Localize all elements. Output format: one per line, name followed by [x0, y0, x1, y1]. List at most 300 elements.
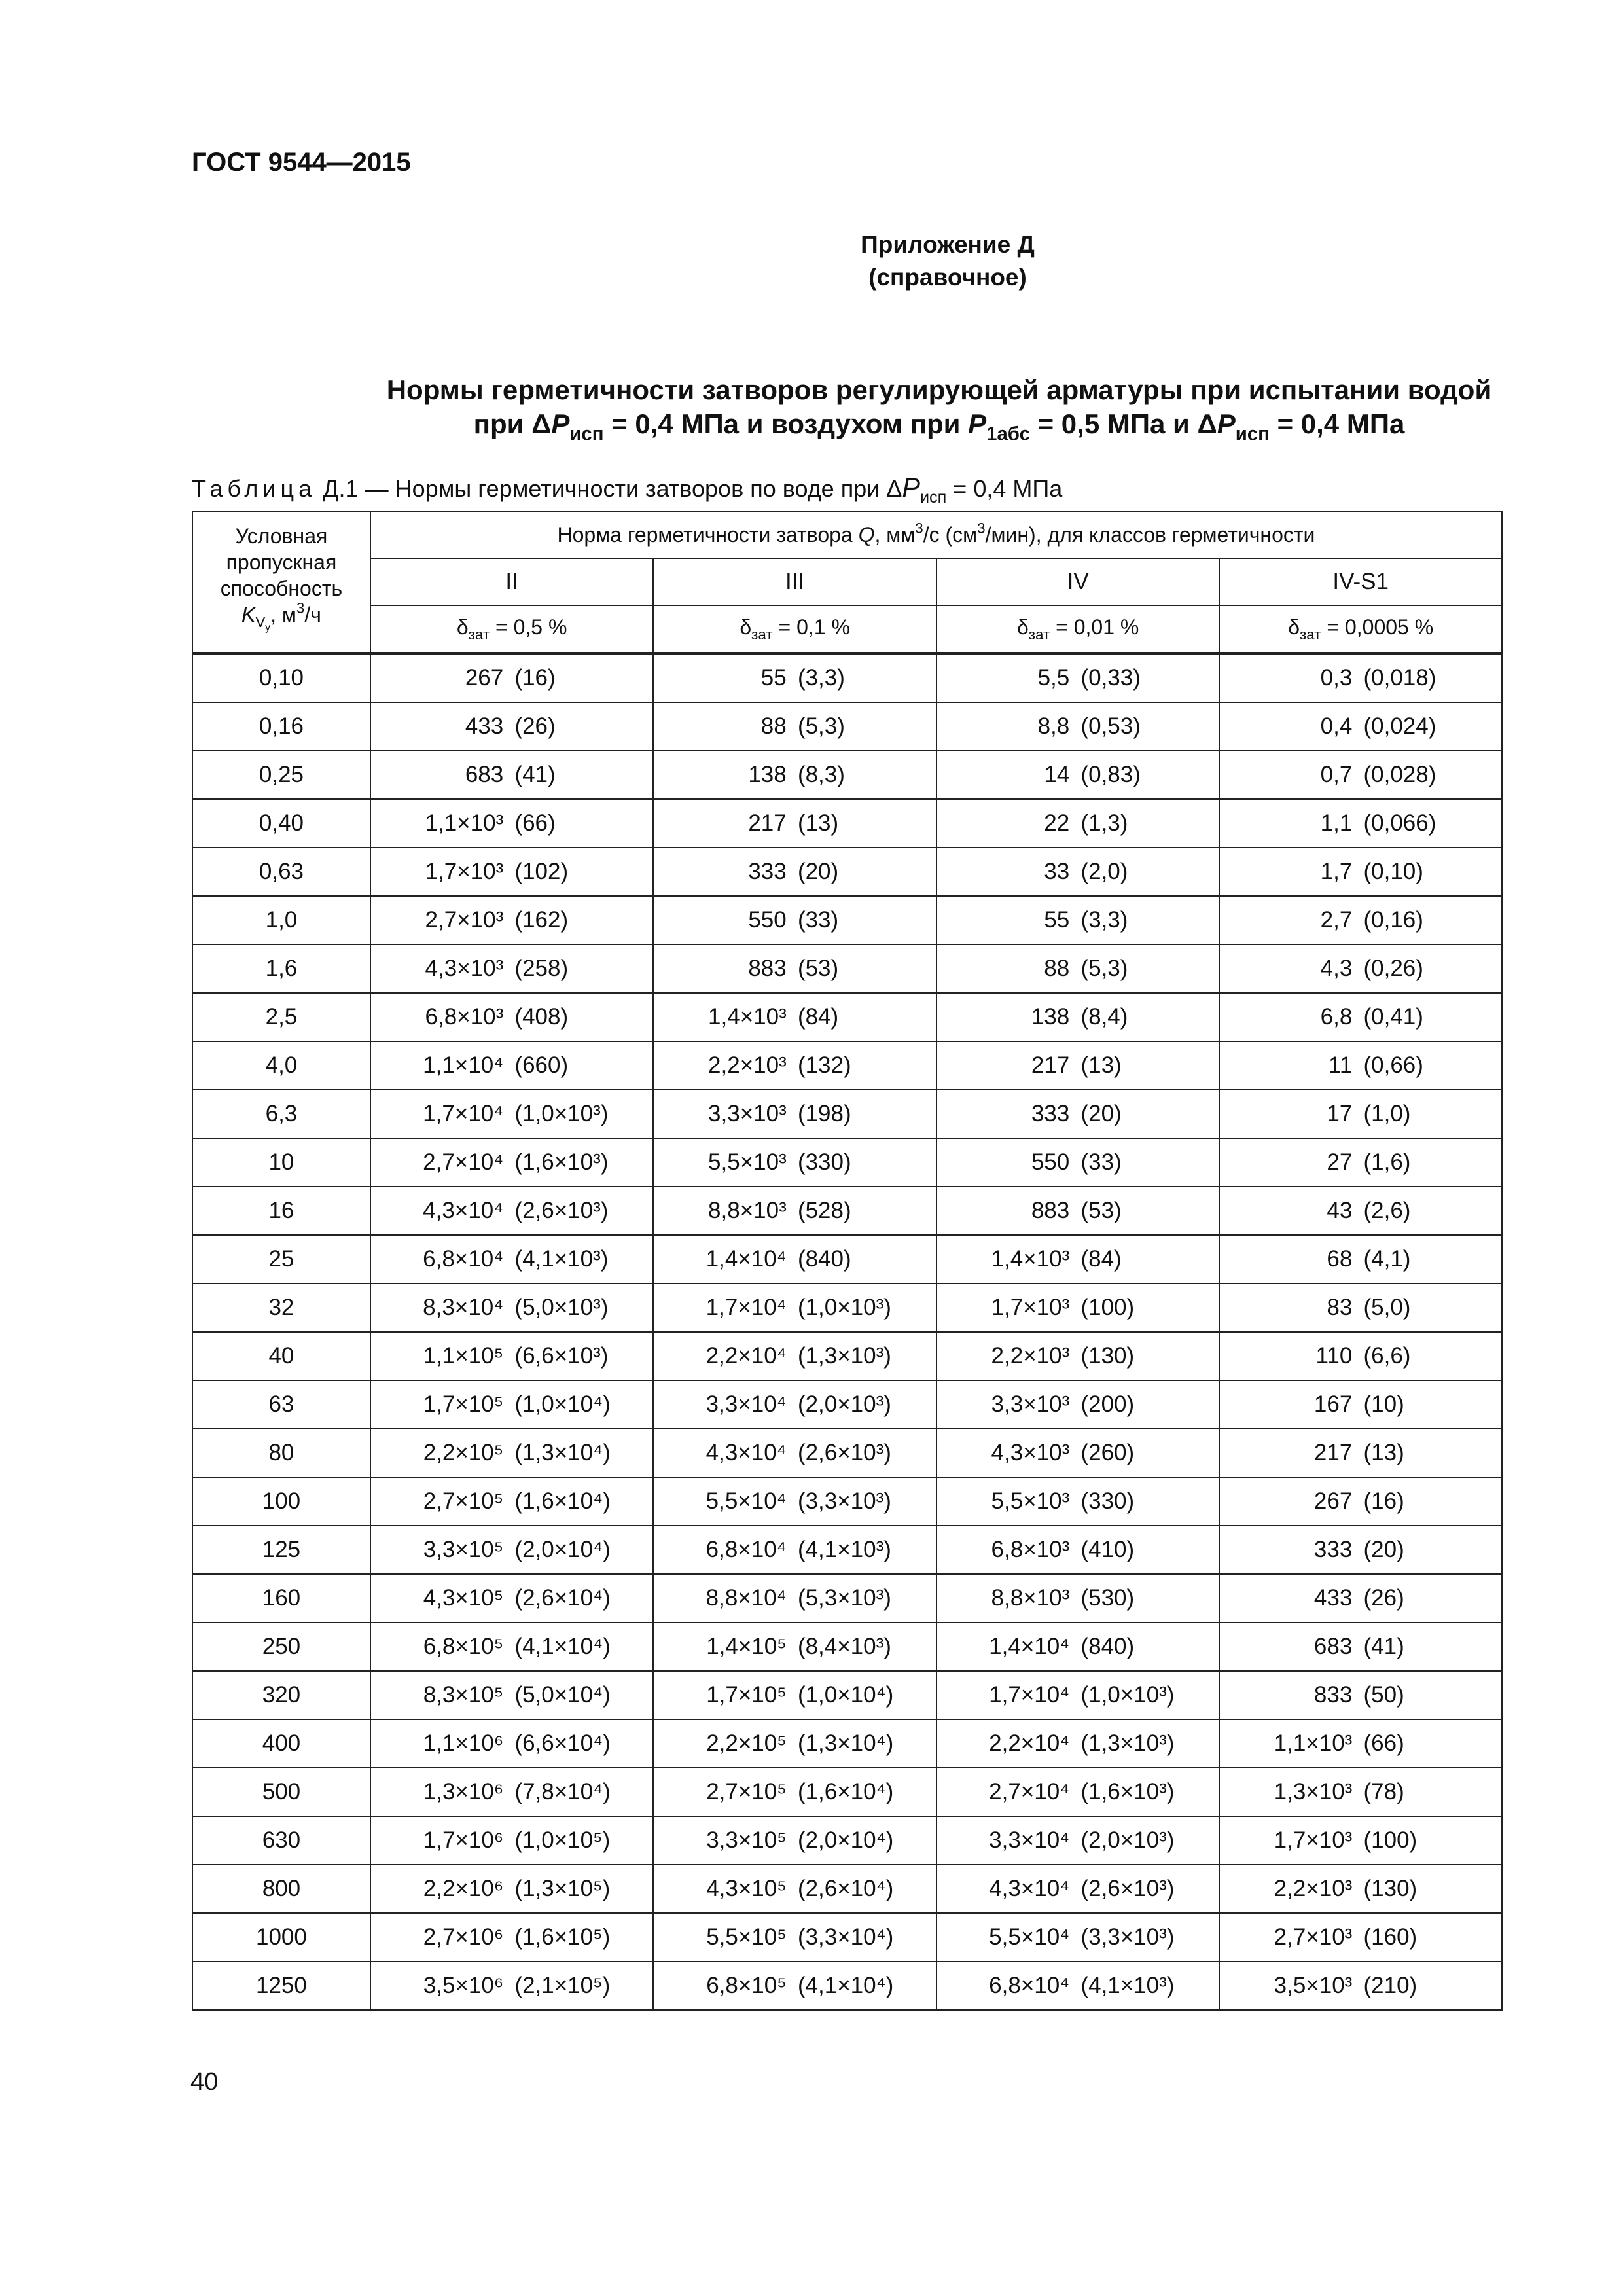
flow-cm3-per-min: (6,6)	[1363, 1343, 1411, 1369]
flow-cm3-per-min: (2,6×10³)	[1080, 1876, 1175, 1901]
flow-mm3-per-s: 1,3×10³	[1274, 1779, 1353, 1804]
table-row	[192, 993, 1502, 1041]
value-cell	[653, 1187, 936, 1235]
flow-cm3-per-min: (4,1×10⁴)	[514, 1634, 611, 1659]
table-caption-prefix: Таблица	[192, 475, 317, 502]
flow-mm3-per-s: 55	[1044, 907, 1070, 933]
table-row	[192, 799, 1502, 848]
flow-mm3-per-s: 4,3	[1320, 956, 1353, 981]
flow-mm3-per-s: 1,1×10⁵	[423, 1343, 504, 1369]
table-row	[192, 1187, 1502, 1235]
flow-cm3-per-min: (1,0×10⁴)	[797, 1682, 894, 1708]
flow-mm3-per-s: 4,3×10⁴	[423, 1198, 504, 1223]
flow-cm3-per-min: (8,3)	[797, 762, 845, 787]
flow-mm3-per-s: 2,7	[1320, 907, 1353, 933]
flow-cm3-per-min: (330)	[797, 1149, 851, 1175]
flow-mm3-per-s: 833	[1313, 1682, 1353, 1708]
value-cell	[653, 1090, 936, 1138]
flow-mm3-per-s: 333	[748, 859, 787, 884]
value-cell	[370, 1477, 654, 1526]
flow-cm3-per-min: (160)	[1363, 1924, 1418, 1950]
value-cell	[370, 1719, 654, 1768]
flow-mm3-per-s: 267	[1313, 1488, 1353, 1514]
flow-cm3-per-min: (5,3)	[1080, 956, 1128, 981]
flow-cm3-per-min: (0,83)	[1080, 762, 1141, 787]
flow-cm3-per-min: (4,1)	[1363, 1246, 1411, 1272]
flow-cm3-per-min: (41)	[514, 762, 556, 787]
flow-mm3-per-s: 6,8×10³	[991, 1537, 1070, 1562]
flow-cm3-per-min: (13)	[1080, 1052, 1122, 1078]
kv-cell: 1,6	[192, 944, 370, 993]
table-row	[192, 1041, 1502, 1090]
document-code: ГОСТ 9544—2015	[192, 148, 411, 177]
table-row	[192, 1235, 1502, 1283]
value-cell	[1219, 653, 1502, 702]
value-cell	[936, 1283, 1220, 1332]
kv-cell: 320	[192, 1671, 370, 1719]
flow-cm3-per-min: (8,4×10³)	[797, 1634, 891, 1659]
flow-cm3-per-min: (33)	[797, 907, 839, 933]
value-cell	[653, 1671, 936, 1719]
value-cell	[653, 1865, 936, 1913]
value-cell	[370, 751, 654, 799]
value-cell	[936, 1865, 1220, 1913]
table-row	[192, 653, 1502, 702]
value-cell	[1219, 1623, 1502, 1671]
delta-header: $\delta_{зат} = 0,1$ %	[653, 605, 936, 653]
tightness-table	[192, 511, 1503, 2011]
flow-mm3-per-s: 333	[1031, 1101, 1070, 1126]
flow-mm3-per-s: 68	[1327, 1246, 1353, 1272]
flow-cm3-per-min: (0,028)	[1363, 762, 1436, 787]
flow-mm3-per-s: 3,5×10³	[1274, 1973, 1353, 1998]
value-cell	[936, 1719, 1220, 1768]
value-cell	[370, 1090, 654, 1138]
flow-mm3-per-s: 88	[1044, 956, 1070, 981]
value-cell	[1219, 702, 1502, 751]
flow-cm3-per-min: (3,3)	[797, 665, 845, 691]
kv-cell: 1250	[192, 1962, 370, 2010]
flow-mm3-per-s: 6,8×10⁵	[423, 1634, 504, 1659]
flow-cm3-per-min: (1,0×10³)	[1080, 1682, 1175, 1708]
flow-cm3-per-min: (84)	[1080, 1246, 1122, 1272]
flow-cm3-per-min: (16)	[514, 665, 556, 691]
flow-mm3-per-s: 8,3×10⁴	[423, 1295, 504, 1320]
kv-cell: 0,25	[192, 751, 370, 799]
delta-header: $\delta_{зат} = 0,01$ %	[936, 605, 1220, 653]
value-cell	[1219, 1719, 1502, 1768]
value-cell	[936, 993, 1220, 1041]
flow-mm3-per-s: 3,3×10⁴	[705, 1391, 787, 1417]
flow-mm3-per-s: 1,1×10⁶	[423, 1731, 504, 1756]
kv-cell: 0,63	[192, 848, 370, 896]
table-row	[192, 1380, 1502, 1429]
value-cell	[370, 1574, 654, 1623]
kv-cell: 630	[192, 1816, 370, 1865]
value-cell	[936, 702, 1220, 751]
value-cell	[370, 1526, 654, 1574]
value-cell	[370, 1913, 654, 1962]
kv-cell: 80	[192, 1429, 370, 1477]
flow-cm3-per-min: (66)	[1363, 1731, 1404, 1756]
flow-cm3-per-min: (5,0×10⁴)	[514, 1682, 611, 1708]
value-cell	[1219, 1962, 1502, 2010]
flow-mm3-per-s: 883	[1031, 1198, 1070, 1223]
flow-cm3-per-min: (840)	[797, 1246, 851, 1272]
value-cell	[653, 1768, 936, 1816]
value-cell	[1219, 1041, 1502, 1090]
flow-mm3-per-s: 1,4×10³	[708, 1004, 787, 1030]
value-cell	[370, 1671, 654, 1719]
table-row	[192, 1768, 1502, 1816]
flow-cm3-per-min: (50)	[1363, 1682, 1404, 1708]
flow-cm3-per-min: (4,1×10³)	[1080, 1973, 1175, 1998]
value-cell	[653, 1380, 936, 1429]
value-cell	[653, 653, 936, 702]
flow-mm3-per-s: 217	[1313, 1440, 1353, 1465]
flow-cm3-per-min: (408)	[514, 1004, 569, 1030]
flow-mm3-per-s: 2,2×10³	[708, 1052, 787, 1078]
kv-cell: 10	[192, 1138, 370, 1187]
flow-cm3-per-min: (53)	[797, 956, 839, 981]
flow-cm3-per-min: (198)	[797, 1101, 851, 1126]
flow-cm3-per-min: (130)	[1363, 1876, 1418, 1901]
kv-cell: 32	[192, 1283, 370, 1332]
flow-cm3-per-min: (3,3)	[1080, 907, 1128, 933]
flow-mm3-per-s: 550	[748, 907, 787, 933]
flow-cm3-per-min: (33)	[1080, 1149, 1122, 1175]
flow-mm3-per-s: 3,3×10⁵	[706, 1827, 787, 1853]
value-cell	[1219, 848, 1502, 896]
delta-value: = 0,01 %	[1056, 615, 1139, 639]
value-cell	[1219, 1574, 1502, 1623]
table-row	[192, 896, 1502, 944]
value-cell	[653, 1235, 936, 1283]
value-cell	[936, 896, 1220, 944]
flow-cm3-per-min: (2,1×10⁵)	[514, 1973, 611, 1998]
kv-cell: 1,0	[192, 896, 370, 944]
flow-cm3-per-min: (2,6×10³)	[797, 1440, 891, 1465]
value-cell	[1219, 896, 1502, 944]
value-cell	[370, 1380, 654, 1429]
flow-cm3-per-min: (84)	[797, 1004, 839, 1030]
value-cell	[936, 1623, 1220, 1671]
flow-mm3-per-s: 1,7×10⁴	[705, 1295, 787, 1320]
flow-cm3-per-min: (258)	[514, 956, 569, 981]
flow-cm3-per-min: (2,6)	[1363, 1198, 1411, 1223]
flow-mm3-per-s: 1,1×10³	[425, 810, 504, 836]
value-cell	[653, 1429, 936, 1477]
class-header: III	[653, 558, 936, 605]
flow-cm3-per-min: (4,1×10³)	[514, 1246, 609, 1272]
table-row	[192, 848, 1502, 896]
flow-mm3-per-s: 6,8×10⁵	[706, 1973, 787, 1998]
table-caption-text: Д.1 — Нормы герметичности затворов по воде при $\Delta P_{исп} = 0,4$ МПа	[323, 473, 1063, 507]
flow-mm3-per-s: 1,7×10⁶	[423, 1827, 504, 1853]
flow-cm3-per-min: (6,6×10⁴)	[514, 1731, 611, 1756]
value-cell	[370, 1962, 654, 2010]
flow-mm3-per-s: 3,3×10⁴	[989, 1827, 1070, 1853]
kv-cell: 0,10	[192, 653, 370, 702]
value-cell	[1219, 1865, 1502, 1913]
table-row	[192, 1913, 1502, 1962]
table-row	[192, 1671, 1502, 1719]
value-cell	[936, 1526, 1220, 1574]
flow-cm3-per-min: (10)	[1363, 1391, 1404, 1417]
flow-mm3-per-s: 5,5×10⁵	[706, 1924, 787, 1950]
flow-mm3-per-s: 2,7×10³	[1274, 1924, 1353, 1950]
value-cell	[370, 1865, 654, 1913]
stub-header	[192, 511, 370, 653]
value-cell	[936, 1041, 1220, 1090]
delta-value: = 0,1 %	[778, 615, 850, 639]
class-header: IV-S1	[1219, 558, 1502, 605]
value-cell	[936, 1187, 1220, 1235]
flow-cm3-per-min: (1,0×10⁴)	[514, 1391, 611, 1417]
value-cell	[653, 848, 936, 896]
kv-cell: 4,0	[192, 1041, 370, 1090]
flow-cm3-per-min: (1,3×10³)	[1080, 1731, 1175, 1756]
value-cell	[370, 1235, 654, 1283]
flow-mm3-per-s: 217	[1031, 1052, 1070, 1078]
flow-cm3-per-min: (0,66)	[1363, 1052, 1423, 1078]
value-cell	[370, 896, 654, 944]
flow-cm3-per-min: (78)	[1363, 1779, 1404, 1804]
delta-value: = 0,5 %	[495, 615, 567, 639]
flow-mm3-per-s: 0,7	[1320, 762, 1353, 787]
flow-mm3-per-s: 1,3×10⁶	[423, 1779, 504, 1804]
flow-cm3-per-min: (41)	[1363, 1634, 1404, 1659]
flow-mm3-per-s: 138	[1031, 1004, 1070, 1030]
value-cell	[653, 896, 936, 944]
table-row	[192, 1477, 1502, 1526]
value-cell	[370, 1623, 654, 1671]
flow-mm3-per-s: 433	[1313, 1585, 1353, 1611]
value-cell	[653, 702, 936, 751]
table-caption	[192, 473, 1062, 507]
flow-cm3-per-min: (66)	[514, 810, 556, 836]
flow-mm3-per-s: 5,5	[1037, 665, 1070, 691]
flow-cm3-per-min: (1,0)	[1363, 1101, 1411, 1126]
value-cell	[936, 1138, 1220, 1187]
flow-cm3-per-min: (16)	[1363, 1488, 1404, 1514]
value-cell	[370, 1816, 654, 1865]
kv-cell: 63	[192, 1380, 370, 1429]
table-row	[192, 1526, 1502, 1574]
flow-cm3-per-min: (1,3×10⁴)	[797, 1731, 894, 1756]
flow-cm3-per-min: (1,0×10³)	[797, 1295, 891, 1320]
flow-cm3-per-min: (1,0×10³)	[514, 1101, 609, 1126]
flow-cm3-per-min: (1,0×10⁵)	[514, 1827, 611, 1853]
value-cell	[653, 1574, 936, 1623]
value-cell	[1219, 1380, 1502, 1429]
value-cell	[1219, 1332, 1502, 1380]
value-cell	[370, 1138, 654, 1187]
class-header: II	[370, 558, 654, 605]
value-cell	[653, 993, 936, 1041]
flow-cm3-per-min: (3,3×10³)	[1080, 1924, 1175, 1950]
value-cell	[653, 1526, 936, 1574]
flow-cm3-per-min: (2,0×10³)	[797, 1391, 891, 1417]
table-row	[192, 944, 1502, 993]
flow-mm3-per-s: 2,7×10⁶	[423, 1924, 504, 1950]
flow-cm3-per-min: (2,6×10⁴)	[797, 1876, 894, 1901]
flow-cm3-per-min: (100)	[1363, 1827, 1418, 1853]
value-cell	[653, 799, 936, 848]
flow-mm3-per-s: 4,3×10⁵	[423, 1585, 504, 1611]
stub-line2: пропускная	[226, 550, 337, 574]
flow-cm3-per-min: (2,0×10⁴)	[514, 1537, 611, 1562]
flow-mm3-per-s: 2,2×10⁶	[423, 1876, 504, 1901]
flow-mm3-per-s: 1,7×10⁴	[423, 1101, 504, 1126]
flow-cm3-per-min: (7,8×10⁴)	[514, 1779, 611, 1804]
value-cell	[653, 1623, 936, 1671]
flow-mm3-per-s: 4,3×10³	[425, 956, 504, 981]
flow-mm3-per-s: 1,4×10³	[991, 1246, 1070, 1272]
kv-cell: 1000	[192, 1913, 370, 1962]
table-row	[192, 1816, 1502, 1865]
table-row	[192, 1090, 1502, 1138]
delta-header: $\delta_{зат} = 0,0005$ %	[1219, 605, 1502, 653]
value-cell	[370, 1768, 654, 1816]
flow-mm3-per-s: 1,1×10⁴	[423, 1052, 504, 1078]
value-cell	[1219, 1913, 1502, 1962]
flow-mm3-per-s: 0,4	[1320, 713, 1353, 739]
flow-cm3-per-min: (102)	[514, 859, 569, 884]
flow-cm3-per-min: (1,6×10³)	[514, 1149, 609, 1175]
flow-mm3-per-s: 2,7×10⁵	[706, 1779, 787, 1804]
value-cell	[653, 1041, 936, 1090]
flow-mm3-per-s: 8,8×10³	[708, 1198, 787, 1223]
class-header: IV	[936, 558, 1220, 605]
flow-cm3-per-min: (528)	[797, 1198, 851, 1223]
flow-mm3-per-s: 167	[1313, 1391, 1353, 1417]
flow-cm3-per-min: (20)	[1363, 1537, 1404, 1562]
value-cell	[653, 1332, 936, 1380]
value-cell	[653, 1719, 936, 1768]
value-cell	[936, 1671, 1220, 1719]
flow-mm3-per-s: 2,7×10⁵	[423, 1488, 504, 1514]
value-cell	[1219, 1816, 1502, 1865]
value-cell	[653, 944, 936, 993]
flow-cm3-per-min: (660)	[514, 1052, 569, 1078]
flow-mm3-per-s: 2,2×10³	[991, 1343, 1070, 1369]
flow-cm3-per-min: (2,0×10⁴)	[797, 1827, 894, 1853]
table-row	[192, 1332, 1502, 1380]
appendix-title: Приложение Д	[861, 231, 1035, 258]
table-row	[192, 1574, 1502, 1623]
flow-cm3-per-min: (2,6×10⁴)	[514, 1585, 611, 1611]
value-cell	[1219, 1138, 1502, 1187]
flow-cm3-per-min: (0,53)	[1080, 713, 1141, 739]
flow-cm3-per-min: (5,3)	[797, 713, 845, 739]
table-row	[192, 1962, 1502, 2010]
flow-mm3-per-s: 2,2×10⁴	[705, 1343, 787, 1369]
kv-cell: 500	[192, 1768, 370, 1816]
flow-cm3-per-min: (1,3×10⁵)	[514, 1876, 611, 1901]
page-number: 40	[190, 2068, 219, 2096]
flow-cm3-per-min: (1,6×10³)	[1080, 1779, 1175, 1804]
value-cell	[653, 1138, 936, 1187]
flow-cm3-per-min: (840)	[1080, 1634, 1135, 1659]
flow-cm3-per-min: (410)	[1080, 1537, 1135, 1562]
flow-cm3-per-min: (13)	[797, 810, 839, 836]
flow-mm3-per-s: 1,7	[1320, 859, 1353, 884]
stub-line3: способность	[220, 576, 343, 600]
flow-cm3-per-min: (0,018)	[1363, 665, 1436, 691]
flow-cm3-per-min: (0,066)	[1363, 810, 1436, 836]
value-cell	[936, 1574, 1220, 1623]
flow-cm3-per-min: (1,6×10⁴)	[514, 1488, 611, 1514]
flow-mm3-per-s: 333	[1313, 1537, 1353, 1562]
flow-mm3-per-s: 138	[748, 762, 787, 787]
flow-mm3-per-s: 2,7×10³	[425, 907, 504, 933]
flow-cm3-per-min: (130)	[1080, 1343, 1135, 1369]
value-cell	[936, 799, 1220, 848]
value-cell	[653, 751, 936, 799]
flow-mm3-per-s: 267	[465, 665, 504, 691]
flow-cm3-per-min: (20)	[797, 859, 839, 884]
flow-mm3-per-s: 4,3×10⁴	[989, 1876, 1070, 1901]
value-cell	[936, 1380, 1220, 1429]
kv-cell: 125	[192, 1526, 370, 1574]
value-cell	[653, 1913, 936, 1962]
kv-cell: 250	[192, 1623, 370, 1671]
flow-cm3-per-min: (0,10)	[1363, 859, 1423, 884]
flow-mm3-per-s: 217	[748, 810, 787, 836]
flow-cm3-per-min: (5,0)	[1363, 1295, 1411, 1320]
value-cell	[370, 848, 654, 896]
flow-mm3-per-s: 3,3×10⁵	[423, 1537, 504, 1562]
stub-line1: Условная	[235, 524, 328, 548]
flow-mm3-per-s: 3,3×10³	[991, 1391, 1070, 1417]
value-cell	[936, 1235, 1220, 1283]
kv-cell: 16	[192, 1187, 370, 1235]
value-cell	[370, 1041, 654, 1090]
flow-mm3-per-s: 1,4×10⁵	[706, 1634, 787, 1659]
flow-mm3-per-s: 2,2×10³	[1274, 1876, 1353, 1901]
flow-cm3-per-min: (0,33)	[1080, 665, 1141, 691]
value-cell	[1219, 1671, 1502, 1719]
flow-mm3-per-s: 83	[1327, 1295, 1353, 1320]
flow-cm3-per-min: (0,024)	[1363, 713, 1436, 739]
kv-cell: 100	[192, 1477, 370, 1526]
flow-cm3-per-min: (13)	[1363, 1440, 1404, 1465]
value-cell	[936, 653, 1220, 702]
flow-mm3-per-s: 1,1	[1320, 810, 1353, 836]
kv-cell: 0,16	[192, 702, 370, 751]
value-cell	[1219, 944, 1502, 993]
flow-cm3-per-min: (26)	[1363, 1585, 1404, 1611]
flow-cm3-per-min: (26)	[514, 713, 556, 739]
flow-mm3-per-s: 43	[1327, 1198, 1353, 1223]
stub-line4: $K_{V_у}$, $м^3/ч$	[241, 600, 321, 634]
flow-mm3-per-s: 1,7×10⁵	[706, 1682, 787, 1708]
flow-mm3-per-s: 2,2×10⁵	[706, 1731, 787, 1756]
flow-mm3-per-s: 1,4×10⁴	[705, 1246, 787, 1272]
flow-mm3-per-s: 6,8×10⁴	[423, 1246, 504, 1272]
flow-mm3-per-s: 11	[1328, 1052, 1353, 1078]
kv-cell: 2,5	[192, 993, 370, 1041]
value-cell	[936, 1429, 1220, 1477]
flow-mm3-per-s: 2,7×10⁴	[423, 1149, 504, 1175]
flow-cm3-per-min: (100)	[1080, 1295, 1135, 1320]
value-cell	[1219, 1429, 1502, 1477]
value-cell	[936, 1090, 1220, 1138]
flow-cm3-per-min: (1,6×10⁴)	[797, 1779, 894, 1804]
flow-cm3-per-min: (0,26)	[1363, 956, 1423, 981]
value-cell	[936, 1477, 1220, 1526]
